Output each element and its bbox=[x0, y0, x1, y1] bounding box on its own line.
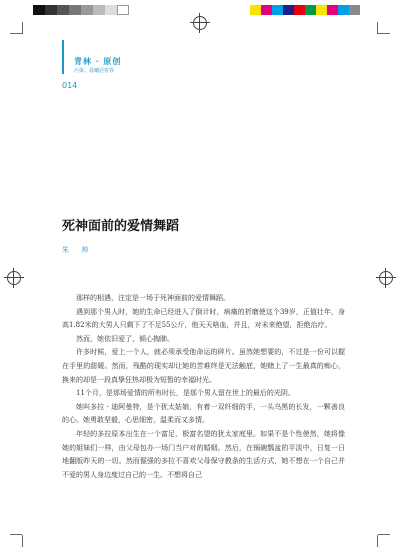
color-swatch bbox=[272, 5, 283, 15]
color-swatch bbox=[261, 5, 272, 15]
grey-swatch bbox=[93, 5, 105, 15]
color-swatch bbox=[316, 5, 327, 15]
color-swatch bbox=[283, 5, 294, 15]
grey-swatch bbox=[45, 5, 57, 15]
grey-swatch bbox=[117, 5, 129, 15]
color-swatch bbox=[294, 5, 305, 15]
color-swatch bbox=[305, 5, 316, 15]
color-swatch bbox=[327, 5, 338, 15]
article-author: 朱 帅 bbox=[62, 246, 94, 254]
body-paragraph: 她叫多拉 · 迪阿曼特，是个犹太姑娘，有着一双纤细的手，一头乌黑的长发，一颗善良的心。她勇敢坚毅，心思细密，温柔而又多情。 bbox=[62, 402, 345, 425]
grey-swatch bbox=[33, 5, 45, 15]
crop-mark bbox=[10, 33, 22, 34]
crop-mark bbox=[378, 33, 390, 34]
color-swatch bbox=[250, 5, 261, 15]
series-subtitle: 污染、晨曦冠着春 bbox=[74, 68, 115, 74]
crop-mark bbox=[377, 535, 378, 547]
body-paragraph: 许多时候，爱上一个人，就必须承受他命运的碎片。虽然她想要的，不过是一份可以握在手里的甜暖。然而，残酷的现实却让她的苦难终是无法触底，她赌上了一生最真的痴心，换来的却是一段真挚狂热却极为短暂的幸福时光。 bbox=[62, 348, 345, 384]
page-number: 014 bbox=[62, 81, 78, 90]
body-paragraph: 然而，她依旧爱了，倾心掏肺。 bbox=[76, 334, 174, 343]
grey-swatch bbox=[81, 5, 93, 15]
registration-mark-left bbox=[4, 268, 24, 288]
header-accent-rule bbox=[62, 40, 64, 74]
crop-mark bbox=[378, 534, 390, 535]
grey-swatch bbox=[57, 5, 69, 15]
article-body bbox=[62, 292, 345, 482]
registration-mark-top bbox=[190, 13, 210, 33]
body-paragraph: 11个月，是那场爱情的所有时长，是那个男人留在世上的最后的光阴。 bbox=[76, 389, 295, 398]
registration-mark-right bbox=[376, 268, 396, 288]
series-brand: 青林 · 原创 bbox=[74, 56, 122, 66]
crop-mark bbox=[22, 22, 23, 34]
body-paragraph: 那样的相遇，注定是一场于死神面前的爱情舞蹈。 bbox=[76, 294, 230, 302]
body-paragraph: 年轻的多拉原本出生在一个富足、极富名望的犹太家庭里。如果不是个性使然，她将像她的姐妹们一样，由父母包办一场门当户对的婚姻。然后，在锅碗瓢盆的平淡中，日复一日地翻版昨天的一切。然而倔强的多拉不喜欢父母保守教条的生活方式，她不想在一个自己并不爱的男人身边度过自己的一生。不想将自己 bbox=[62, 429, 345, 479]
color-calibration-bar bbox=[250, 5, 360, 15]
color-swatch bbox=[349, 5, 360, 15]
color-swatch bbox=[338, 5, 349, 15]
body-paragraph: 遇到那个男人时，她的生命已经进入了倒计时，病痛的折磨使这个39岁，正值壮年，身高1.82米的大男人只剩下了不足55公斤，他天天咯血，并且，对未来绝望，拒绝治疗。 bbox=[62, 307, 345, 330]
crop-mark bbox=[22, 535, 23, 547]
grey-calibration-bar bbox=[33, 5, 129, 15]
crop-mark bbox=[10, 534, 22, 535]
grey-swatch bbox=[105, 5, 117, 15]
article-title: 死神面前的爱情舞蹈 bbox=[62, 219, 180, 234]
grey-swatch bbox=[69, 5, 81, 15]
